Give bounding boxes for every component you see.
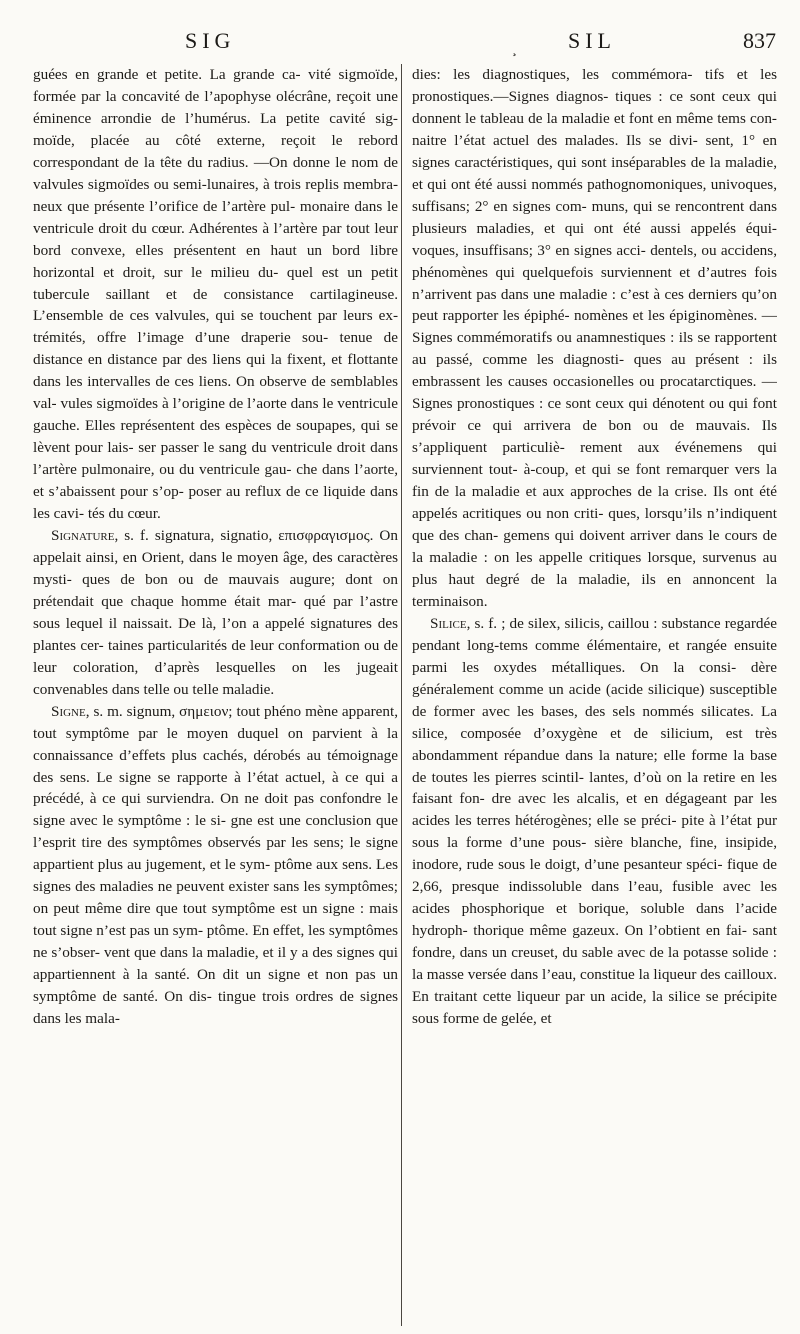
entry-signe [33, 701, 398, 1030]
right-continuation-paragraph: dies: les diagnostiques, les commémora- tifs et les pronostiques.—Signes diagnos- tiques : ce sont ceux qui donnent le tableau de la maladie et font en même tems con- naitre l’état actuel des malades. Ils se divi- sent, 1° en signes caractéristiques, qui sont inséparables de la maladie, et qui ont été aussi nommés pathognomoniques, univoques, suffisans; 2° en signes com- muns, qui se rencontrent dans plusieurs maladies, et qui ont été aussi appelés équi- voques, insuffisans; 3° en signes acci- dentels, ou accidens, phénomènes qui quelquefois surviennent et d’autres fois n’arrivent pas dans une maladie : c’est à ces derniers qu’on peut rapporter les épiphé- nomènes et les épiginomènes. — Signes commémoratifs ou anamnestiques : ils se rapportent au passé, comme les diagnosti- ques au présent : ils embrassent les causes occasionelles ou procatarctiques. — Signes pronostiques : ce sont ceux qui dénotent ou qui font prévoir ce qui arrivera de bon ou de mauvais. Ils s’appliquent particuliè- rement aux événemens qui surviennent tout- à-coup, et qui se font remarquer vers la fin de la maladie et aux approches de la crise. Ils ont été appelés acritiques ou non criti- ques, lorsqu’ils n’indiquent que des chan- gemens qui doivent arriver dans le cours de la maladie : on les appelle critiques lorsque, survenus au plus haut degré de la maladie, ils en annoncent la terminaison. [412, 66, 777, 610]
page-number: 837 [743, 28, 776, 53]
left-continuation-paragraph: guées en grande et petite. La grande ca- vité sigmoïde, formée par la concavité de l’apophyse olécrâne, reçoit une éminence arrondie de l’humérus. La petite cavité sig- moïde, placée au côté externe, reçoit le rebord correspondant de la tête du radius. —On donne le nom de valvules sigmoïdes ou semi-lunaires, à trois replis membra- neux que présente l’orifice de l’artère pul- monaire dans le ventricule droit du cœur. Adhérentes à l’artère par tout leur bord convexe, elles présentent en haut un bord libre horizontal et droit, sur le milieu du- quel est un petit tubercule saillant et de consistance cartilagineuse. L’ensemble de ces valvules, qui se touchent par leurs ex- trémités, offre l’image d’une draperie sou- tenue de distance en distance par des liens qui la fixent, et flottante dans les intervalles de ces liens. On observe de semblables val- vules sigmoïdes à l’origine de l’aorte dans le ventricule gauche. Elles représentent des espèces de soupapes, qui se lèvent pour lais- ser passer le sang du ventricule droit dans l’artère pulmonaire, ou du ventricule gau- che dans l’aorte, et s’abaissent pour s’op- poser au reflux de ce liquide dans les cavi- tés du cœur. [33, 66, 398, 523]
headword-signe: Signe [51, 702, 86, 720]
entry-text-silice: , s. f. ; de silex, silicis, caillou : substance regardée pendant long-tems comme élémentaire, et rangée ensuite parmi les oxydes métalliques. On la consi- dère généralement comme un acide (acide silicique) susceptible de former avec les bases, des sels nommés silicates. La silice, composée d’oxygène et de silicium, est très abondamment répandue dans la nature; elle forme la base de toutes les pierres scintil- lantes, d’où on la retire en les faisant fon- dre avec les alcalis, et en dégageant par les acides les terres hétérogènes; elle se préci- pite à l’état pur sous la forme d’une pous- sière blanche, fine, insipide, inodore, rude sous le doigt, d’une pesanteur spéci- fique de 2,66, presque indissoluble dans l’eau, fusible avec les acides phosphorique et borique, soluble dans l’acide hydroph- thorique même gazeux. On l’obtient en fai- sant fondre, dans un creuset, du sable avec de la potasse solide : la masse versée dans l’eau, constitue la liqueur des cailloux. En traitant cette liqueur par un acide, la silice se précipite sous forme de gelée, et [412, 614, 777, 1027]
entry-text-signe: , s. m. signum, σημειον; tout phéno mène apparent, tout symptôme par le moyen duquel on parvient à la connaissance d’effets plus cachés, dérobés au témoignage des sens. Le signe se rapporte à l’état actuel, à ce qui a précédé, à ce qui surviendra. On ne doit pas confondre le signe avec le symptôme : le si- gne est une conclusion que l’esprit tire des symptômes observés par les sens; le signe appartient plus au jugement, et le sym- ptôme aux sens. Les signes des maladies ne peuvent exister sans les symptômes; on peut même dire que tout symptôme est un signe : mais tout signe n’est pas un sym- ptôme. En effet, les symptômes ne s’obser- vent que dans la maladie, et il y a des signes qui appartiennent à la santé. On dit un signe et non pas un symptôme de santé. On dis- tingue trois ordres de signes dans les mala- [33, 702, 398, 1027]
running-header [30, 28, 780, 58]
header-left-guide-word: SIG [185, 28, 236, 53]
column-divider [401, 64, 402, 1326]
entry-signature [33, 525, 398, 701]
header-mark: ¸ [512, 42, 517, 57]
left-column [33, 64, 398, 1304]
headword-signature: Signature [51, 527, 115, 545]
entry-text-signature: , s. f. signatura, signatio, επισφραγισμος. On appelait ainsi, en Orient, dans le moyen âge, des caractères mysti- ques de bon ou de mauvais augure; dont on prétendait que chaque homme était mar- qué par l’astre sous lequel il naissait. De là, l’on a appelé signatures des plantes cer- taines particularités de leur conformation ou de leur coloration, d’après lesquelles on les jugeait convenables dans telle ou telle maladie. [33, 527, 398, 698]
header-right-guide-word: SIL [568, 28, 616, 53]
headword-silice: Silice [430, 614, 467, 632]
right-column [412, 64, 777, 1304]
entry-silice [412, 613, 777, 1030]
